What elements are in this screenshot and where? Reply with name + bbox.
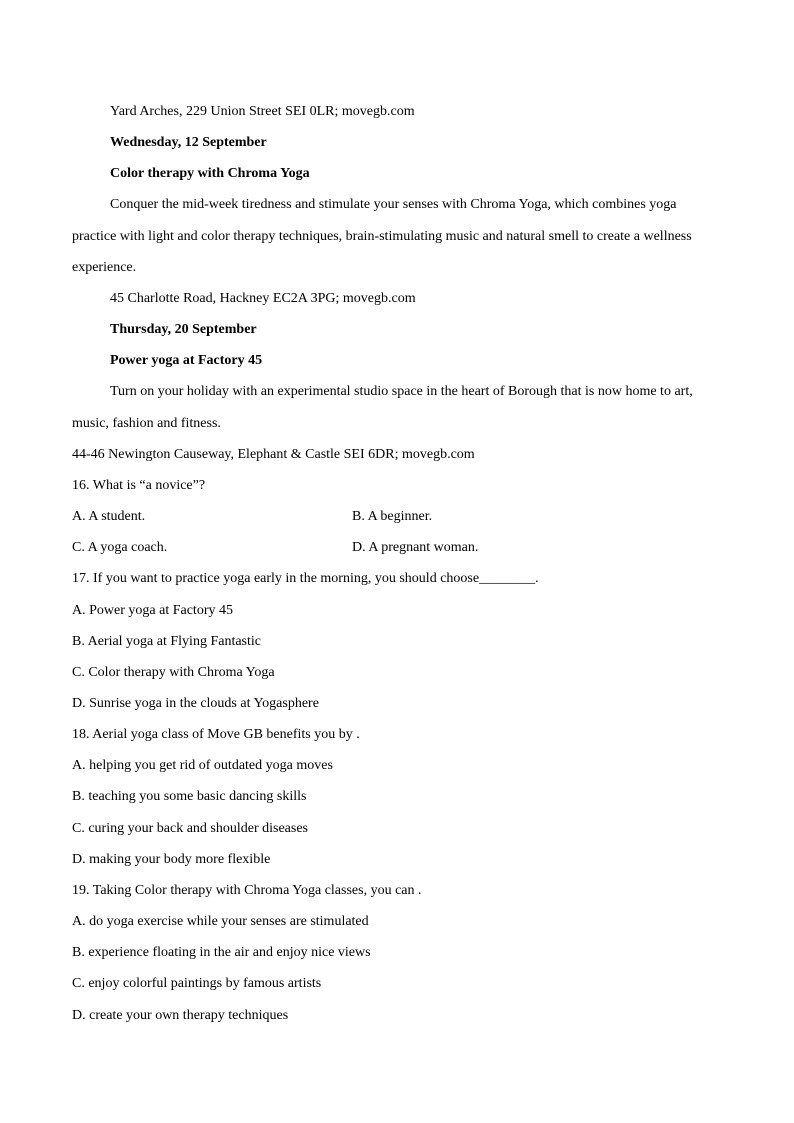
reading-passage — [72, 96, 752, 470]
option-d — [352, 532, 632, 563]
question-stem: If you want to practice yoga early in the morning, you should choose________. — [93, 571, 539, 587]
option-text: teaching you some basic dancing skills — [88, 789, 307, 805]
event-description-line: practice with light and color therapy techniques, brain-stimulating music and natural smell to create a wellness — [72, 228, 692, 244]
option-label: A. — [72, 509, 86, 525]
option-label: C. — [72, 540, 85, 556]
question-number: 17. — [72, 571, 90, 587]
option-label: C. — [72, 664, 85, 680]
event-date: Thursday, 20 September — [110, 322, 257, 338]
question-number: 18. — [72, 727, 90, 743]
question-number: 16. — [72, 477, 90, 493]
page-content — [72, 96, 752, 1031]
option-c — [72, 532, 352, 563]
question-stem-line — [72, 563, 752, 594]
event-address: Yard Arches, 229 Union Street SEI 0LR; movegb.com — [110, 104, 415, 119]
option-label: A. — [72, 914, 86, 930]
event-description-line: experience. — [72, 259, 137, 275]
option-label: D. — [72, 695, 86, 711]
event-description-line: music, fashion and fitness. — [72, 415, 221, 431]
option-text: create your own therapy techniques — [89, 1007, 289, 1023]
event-title: Power yoga at Factory 45 — [110, 353, 263, 369]
option-b — [72, 781, 752, 812]
event-description-line: Turn on your holiday with an experimental studio space in the heart of Borough that is now home to art, — [110, 384, 693, 400]
question-stem: Taking Color therapy with Chroma Yoga classes, you can . — [92, 882, 422, 898]
option-label: B. — [72, 789, 85, 805]
option-d — [72, 844, 752, 875]
option-label: D. — [72, 851, 86, 867]
option-text: A beginner. — [367, 509, 433, 525]
question-19 — [72, 875, 752, 1031]
option-text: Color therapy with Chroma Yoga — [88, 664, 275, 680]
event-title: Color therapy with Chroma Yoga — [110, 166, 310, 182]
option-text: helping you get rid of outdated yoga moves — [89, 758, 333, 774]
option-text: making your body more flexible — [89, 851, 271, 867]
question-stem-line — [72, 875, 752, 906]
question-16 — [72, 470, 752, 563]
question-stem-line — [72, 719, 752, 750]
option-label: B. — [352, 509, 365, 525]
question-18 — [72, 719, 752, 875]
option-text: Aerial yoga at Flying Fantastic — [87, 633, 261, 649]
option-c — [72, 657, 752, 688]
option-a — [72, 595, 752, 626]
option-text: curing your back and shoulder diseases — [88, 820, 309, 836]
option-text: Sunrise yoga in the clouds at Yogasphere — [89, 695, 319, 711]
option-text: A pregnant woman. — [368, 540, 479, 556]
option-label: D. — [352, 540, 366, 556]
option-text: enjoy colorful paintings by famous artists — [88, 976, 322, 992]
option-label: C. — [72, 976, 85, 992]
option-c — [72, 813, 752, 844]
option-text: do yoga exercise while your senses are stimulated — [89, 914, 369, 930]
option-a — [72, 501, 352, 532]
option-b — [352, 501, 632, 532]
option-label: C. — [72, 820, 85, 836]
option-label: D. — [72, 1007, 86, 1023]
option-row — [72, 501, 752, 532]
question-stem: Aerial yoga class of Move GB benefits you by . — [92, 727, 360, 743]
questions — [72, 470, 752, 1031]
option-text: A student. — [88, 509, 146, 525]
event-address: 44-46 Newington Causeway, Elephant & Castle SEI 6DR; movegb.com — [72, 446, 475, 462]
option-a — [72, 906, 752, 937]
event-date: Wednesday, 12 September — [110, 135, 267, 151]
option-b — [72, 937, 752, 968]
option-d — [72, 688, 752, 719]
option-d — [72, 1000, 752, 1031]
option-text: Power yoga at Factory 45 — [89, 602, 233, 618]
option-label: A. — [72, 602, 86, 618]
option-row — [72, 532, 752, 563]
question-stem-line — [72, 470, 752, 501]
question-stem: What is “a novice”? — [92, 477, 206, 493]
event-thursday — [72, 314, 752, 470]
option-label: B. — [72, 945, 85, 961]
option-label: B. — [72, 633, 85, 649]
option-text: experience floating in the air and enjoy nice views — [88, 945, 371, 961]
event-description-line: Conquer the mid-week tiredness and stimulate your senses with Chroma Yoga, which combines yoga — [110, 197, 677, 213]
option-a — [72, 750, 752, 781]
option-c — [72, 968, 752, 999]
event-address: 45 Charlotte Road, Hackney EC2A 3PG; movegb.com — [110, 290, 416, 306]
event-wednesday — [72, 127, 752, 314]
option-label: A. — [72, 758, 86, 774]
question-number: 19. — [72, 882, 90, 898]
option-b — [72, 626, 752, 657]
option-text: A yoga coach. — [87, 540, 168, 556]
question-17 — [72, 563, 752, 719]
